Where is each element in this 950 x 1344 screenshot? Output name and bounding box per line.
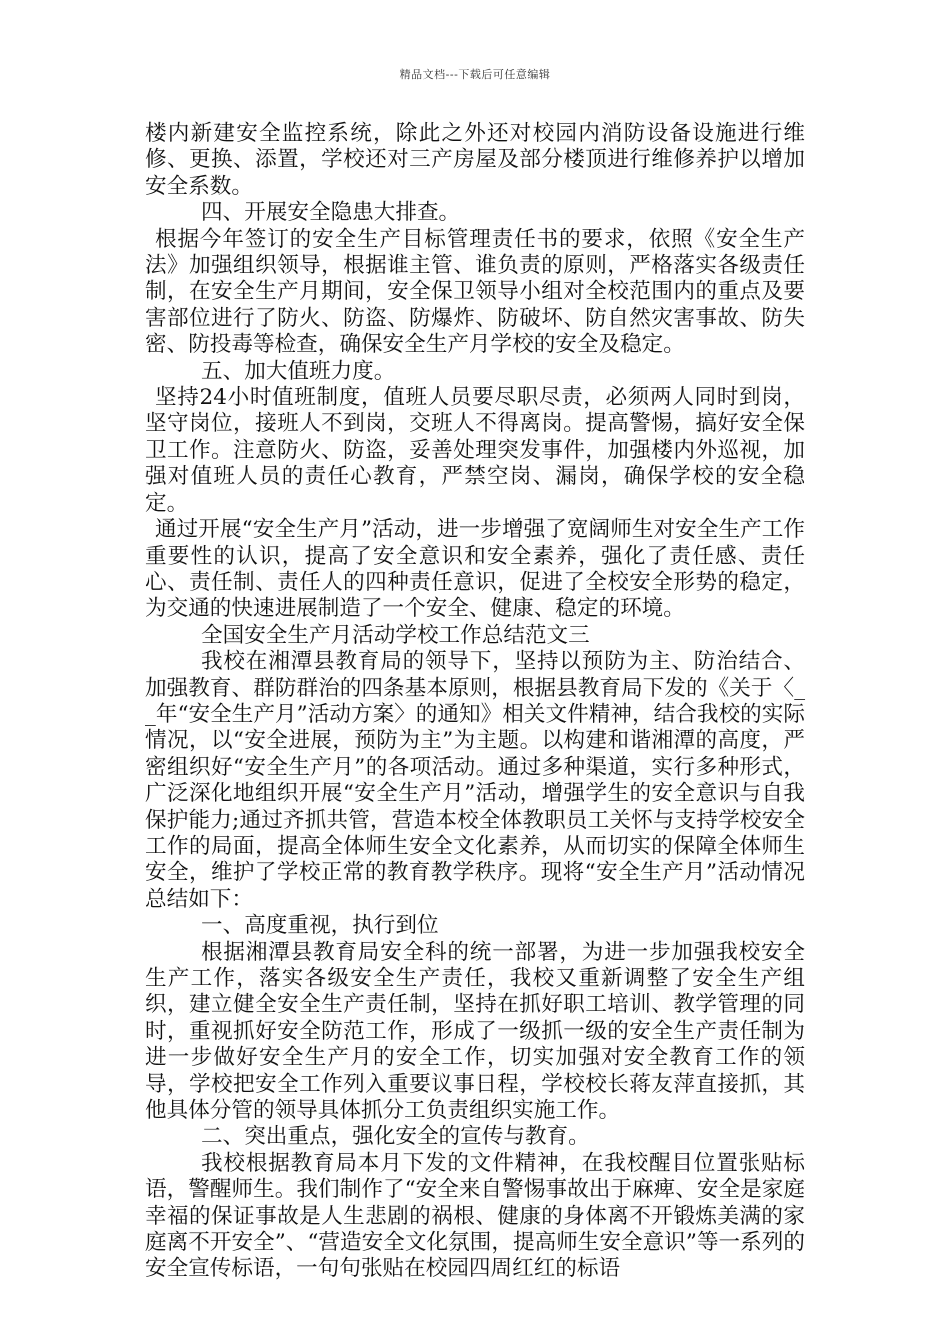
section-heading-5: 五、加大值班力度。 bbox=[201, 358, 396, 384]
section-heading-1: 一、高度重视，执行到位 bbox=[201, 913, 439, 939]
paragraph-duty-shift: 坚持24小时值班制度，值班人员要尽职尽责，必须两人同时到岗，坚守岗位，接班人不到岗，交班人不得离岗。提高警惕，搞好安全保卫工作。注意防火、防盗，妥善处理突发事件，加强楼内外巡视，加强对值班人员的责任心教育，严禁空岗、漏岗，确保学校的安全稳定。 bbox=[145, 385, 805, 516]
page-header: 精品文档---下载后可任意编辑 bbox=[399, 68, 551, 81]
article-title-3: 全国安全生产月活动学校工作总结范文三 bbox=[201, 622, 590, 648]
paragraph-intro: 我校在湘潭县教育局的领导下，坚持以预防为主、防治结合、加强教育、群防群治的四条基本原则，根据县教育局下发的《关于〈__年“安全生产月”活动方案〉的通知》相关文件精神，结合我校的实际情况，以“安全进展，预防为主”为主题。以构建和谐湘潭的高度，严密组织好“安全生产月”的各项活动。通过多种渠道，实行多种形式，广泛深化地组织开展“安全生产月”活动，增强学生的安全意识与自我保护能力;通过齐抓共管，营造本校全体教职员工关怀与支持学校安全工作的局面，提高全体师生安全文化素养，从而切实的保障全体师生安全，维护了学校正常的教育教学秩序。现将“安全生产月”活动情况总结如下： bbox=[145, 649, 805, 912]
paragraph-continuation: 楼内新建安全监控系统，除此之外还对校园内消防设备设施进行维修、更换、添置，学校还对三产房屋及部分楼顶进行维修养护以增加安全系数。 bbox=[145, 121, 805, 199]
paragraph-safety-inspection: 根据今年签订的安全生产目标管理责任书的要求，依照《安全生产法》加强组织领导，根据谁主管、谁负责的原则，严格落实各级责任制，在安全生产月期间，安全保卫领导小组对全校范围内的重点及要害部位进行了防火、防盗、防爆炸、防破坏、防自然灾害事故、防失密、防投毒等检查，确保安全生产月学校的安全及稳定。 bbox=[145, 226, 805, 358]
paragraph-organization: 根据湘潭县教育局安全科的统一部署，为进一步加强我校安全生产工作，落实各级安全生产责任，我校又重新调整了安全生产组织，建立健全安全生产责任制，坚持在抓好职工培训、教学管理的同时，重视抓好安全防范工作，形成了一级抓一级的安全生产责任制为进一步做好安全生产月的安全工作，切实加强对安全教育工作的领导，学校把安全工作列入重要议事日程，学校校长蒋友萍直接抓，其他具体分管的领导具体抓分工负责组织实施工作。 bbox=[145, 939, 805, 1124]
section-heading-2: 二、突出重点，强化安全的宣传与教育。 bbox=[201, 1124, 590, 1150]
section-heading-4: 四、开展安全隐患大排查。 bbox=[201, 200, 461, 226]
paragraph-publicity: 我校根据教育局本月下发的文件精神，在我校醒目位置张贴标语，警醒师生。我们制作了“安全来自警惕事故出于麻痺、安全是家庭幸福的保证事故是人生悲剧的祸根、健康的身体离不开锻炼美满的家庭离不开安全”、“营造安全文化氛围，提高师生安全意识”等一系列的安全宣传标语，一句句张贴在校园四周红红的标语 bbox=[145, 1150, 805, 1282]
paragraph-summary: 通过开展“安全生产月”活动，进一步增强了宽阔师生对安全生产工作重要性的认识，提高了安全意识和安全素养，强化了责任感、责任心、责任制、责任人的四种责任意识，促进了全校安全形势的稳定，为交通的快速进展制造了一个安全、健康、稳定的环境。 bbox=[145, 517, 805, 622]
document-body bbox=[145, 121, 805, 1283]
